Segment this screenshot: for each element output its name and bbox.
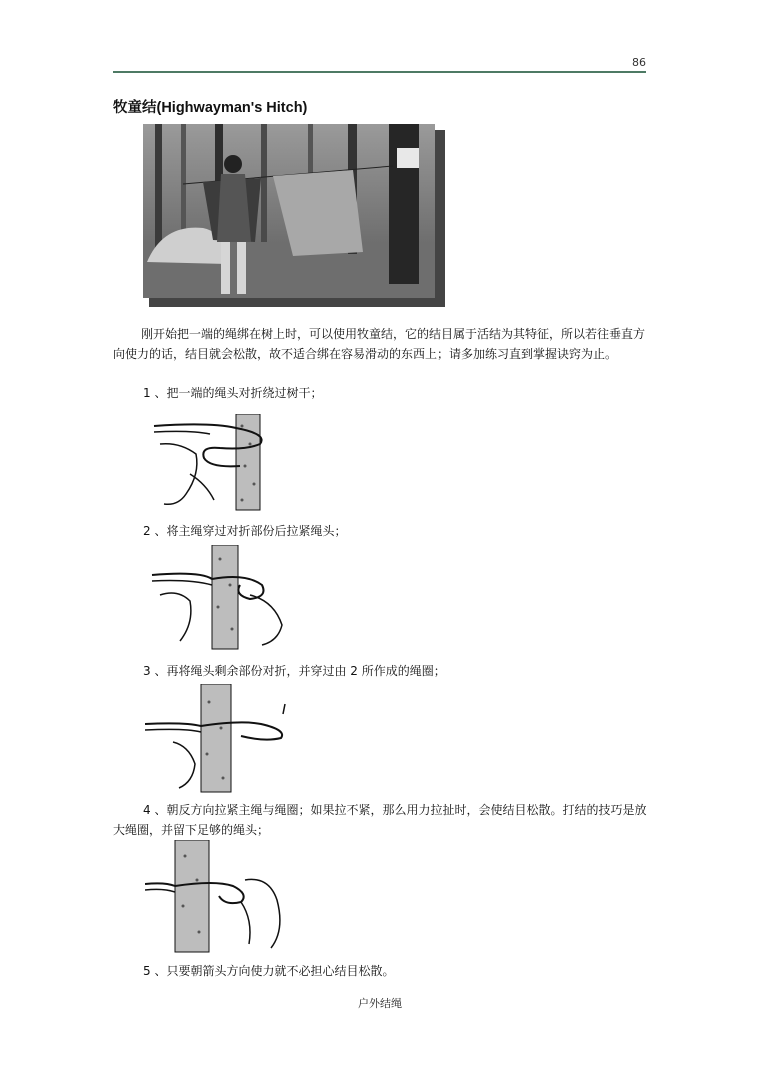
step-4-figure <box>145 840 295 955</box>
step-1-figure <box>150 414 280 514</box>
step-4 <box>113 800 648 840</box>
step-1: 1 、把一端的绳头对折绕过树干； <box>143 386 323 400</box>
step-4-text: 4 、朝反方向拉紧主绳与绳圈；如果拉不紧，那么用力拉扯时，会使结目松散。打结的技巧是放大绳圈，并留下足够的绳头； <box>113 803 647 837</box>
header-rule <box>113 71 646 73</box>
step-5: 5 、只要朝箭头方向使力就不必担心结目松散。 <box>143 964 395 978</box>
intro-paragraph <box>113 324 648 364</box>
footer: 户外结绳 <box>358 997 402 1010</box>
step-2-figure <box>150 545 290 650</box>
intro-text: 刚开始把一端的绳绑在树上时，可以使用牧童结，它的结目属于活结为其特征，所以若往垂直方向使力的话，结目就会松散，故不适合绑在容易滑动的东西上；请多加练习直到掌握诀窍为止。 <box>113 327 646 361</box>
section-title: 牧童结(Highwayman's Hitch) <box>113 100 308 116</box>
step-3-figure <box>145 684 295 794</box>
laundry-photo <box>143 124 445 307</box>
page-number: 86 <box>632 56 646 69</box>
step-3: 3 、再将绳头剩余部份对折，并穿过由 2 所作成的绳圈； <box>143 664 446 678</box>
step-2: 2 、将主绳穿过对折部份后拉紧绳头； <box>143 524 347 538</box>
